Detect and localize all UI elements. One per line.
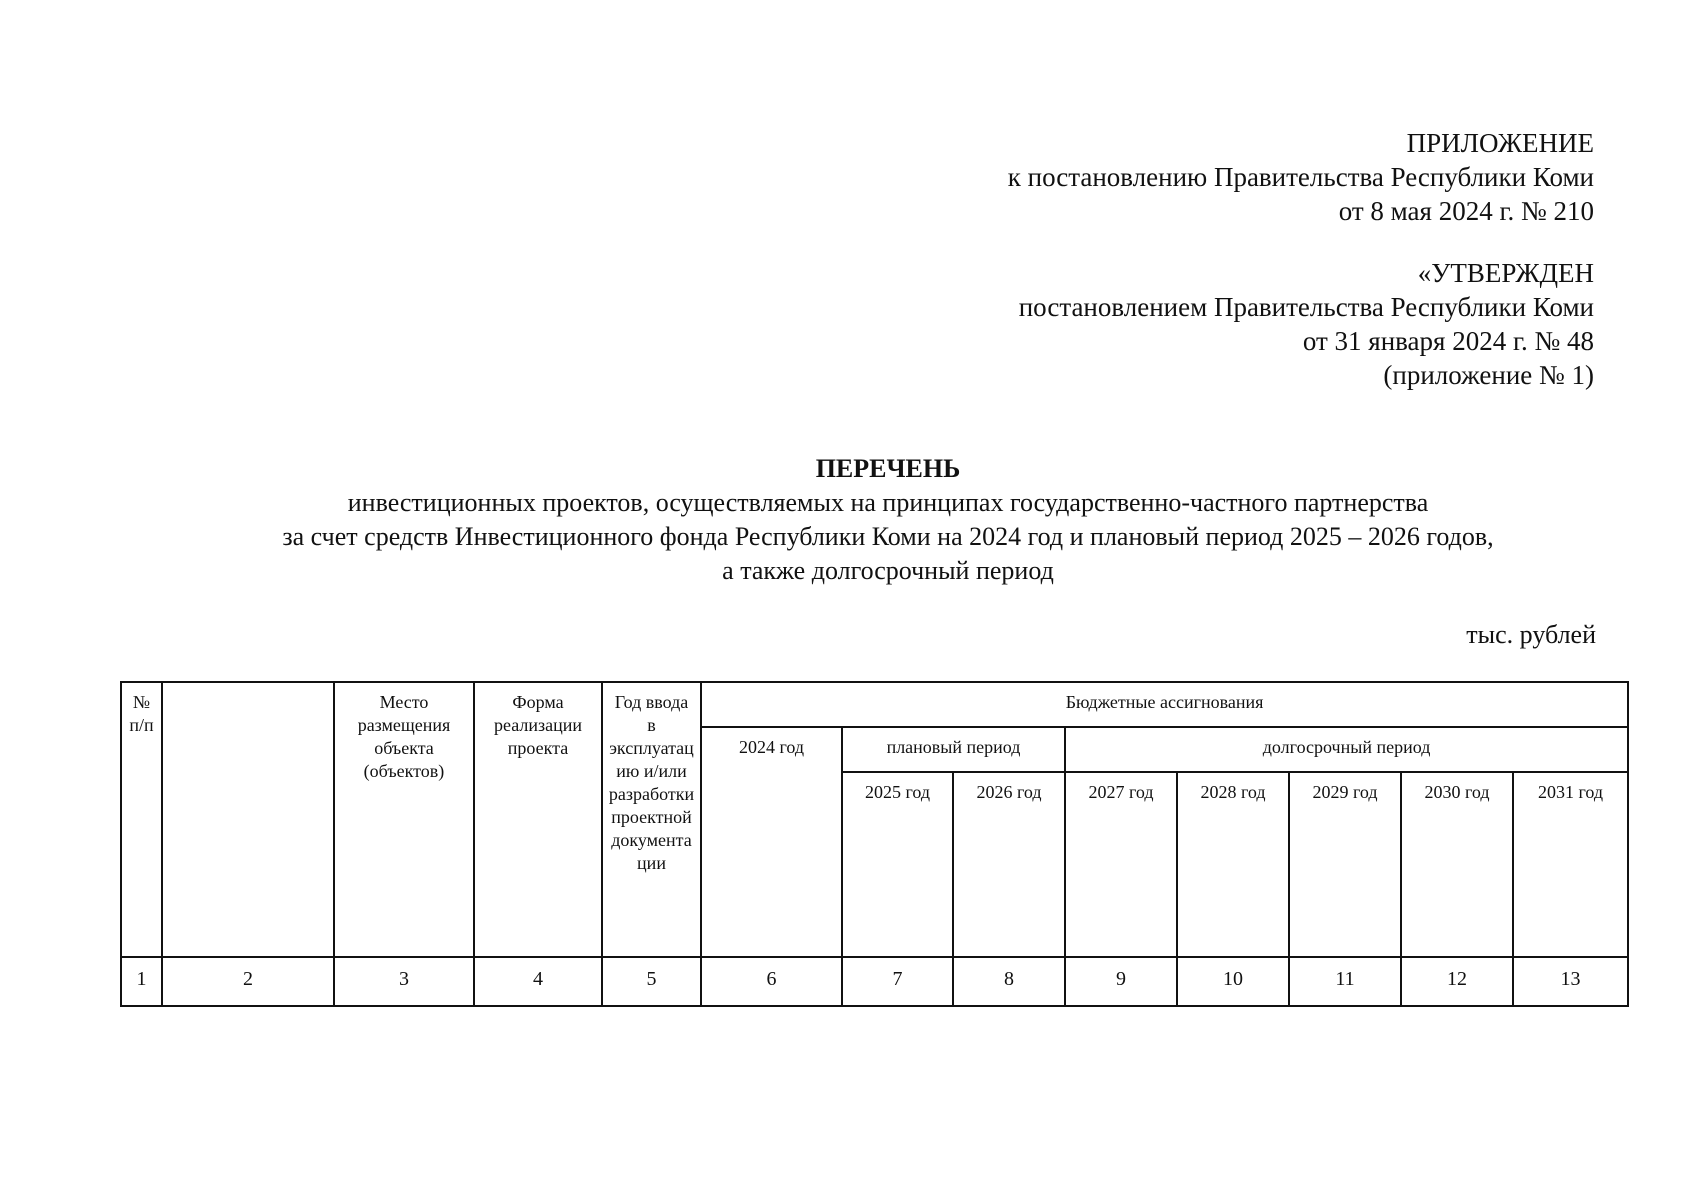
- appendix-label: ПРИЛОЖЕНИЕ: [1406, 128, 1594, 158]
- header-year-2030: 2030 год: [1401, 772, 1513, 957]
- header-year-2029: 2029 год: [1289, 772, 1401, 957]
- appendix-resolution: к постановлению Правительства Республики Коми: [1007, 162, 1594, 192]
- header-location: Место размещения объекта (объектов): [334, 682, 474, 957]
- column-number: 1: [121, 957, 162, 1006]
- investment-projects-table: [120, 681, 1629, 1007]
- approved-block: [1019, 256, 1594, 392]
- column-number: 13: [1513, 957, 1628, 1006]
- header-budget: Бюджетные ассигнования: [701, 682, 1628, 727]
- header-year-commission: [602, 682, 701, 957]
- title-line-2: за счет средств Инвестиционного фонда Республики Коми на 2024 год и плановый период 2025 – 2026 годов,: [282, 522, 1494, 551]
- header-number: № п/п: [121, 682, 162, 957]
- header-year-commission-text: Год ввода в эксплуатацию и/или разработки проектной документации: [608, 692, 695, 873]
- title-main: ПЕРЕЧЕНЬ: [815, 454, 961, 483]
- approved-label: «УТВЕРЖДЕН: [1417, 258, 1594, 288]
- title-line-1: инвестиционных проектов, осуществляемых на принципах государственно-частного партнерства: [347, 488, 1429, 517]
- approved-date-number: от 31 января 2024 г. № 48: [1302, 326, 1594, 356]
- column-number: 6: [701, 957, 842, 1006]
- title-line-3: а также долгосрочный период: [722, 556, 1054, 585]
- header-form: Форма реализации проекта: [474, 682, 602, 957]
- column-number: 11: [1289, 957, 1401, 1006]
- header-year-2031: 2031 год: [1513, 772, 1628, 957]
- header-year-2025: 2025 год: [842, 772, 953, 957]
- header-project-name: [162, 682, 334, 957]
- column-number-row: [121, 957, 1628, 1006]
- column-number: 8: [953, 957, 1065, 1006]
- approved-appendix-number: (приложение № 1): [1383, 360, 1594, 390]
- table-header-row: [121, 682, 1628, 727]
- column-number: 9: [1065, 957, 1177, 1006]
- column-number: 5: [602, 957, 701, 1006]
- column-number: 4: [474, 957, 602, 1006]
- header-year-2026: 2026 год: [953, 772, 1065, 957]
- column-number: 12: [1401, 957, 1513, 1006]
- header-year-2024: 2024 год: [701, 727, 842, 957]
- column-number: 3: [334, 957, 474, 1006]
- header-long-term-period: долгосрочный период: [1065, 727, 1628, 772]
- appendix-block: [1008, 126, 1594, 228]
- approved-resolution: постановлением Правительства Республики Коми: [1018, 292, 1594, 322]
- column-number: 7: [842, 957, 953, 1006]
- document-title: [0, 452, 1688, 588]
- header-planned-period: плановый период: [842, 727, 1065, 772]
- column-number: 10: [1177, 957, 1289, 1006]
- unit-label: тыс. рублей: [1466, 620, 1596, 649]
- header-year-2028: 2028 год: [1177, 772, 1289, 957]
- appendix-date-number: от 8 мая 2024 г. № 210: [1338, 196, 1594, 226]
- column-number: 2: [162, 957, 334, 1006]
- header-year-2027: 2027 год: [1065, 772, 1177, 957]
